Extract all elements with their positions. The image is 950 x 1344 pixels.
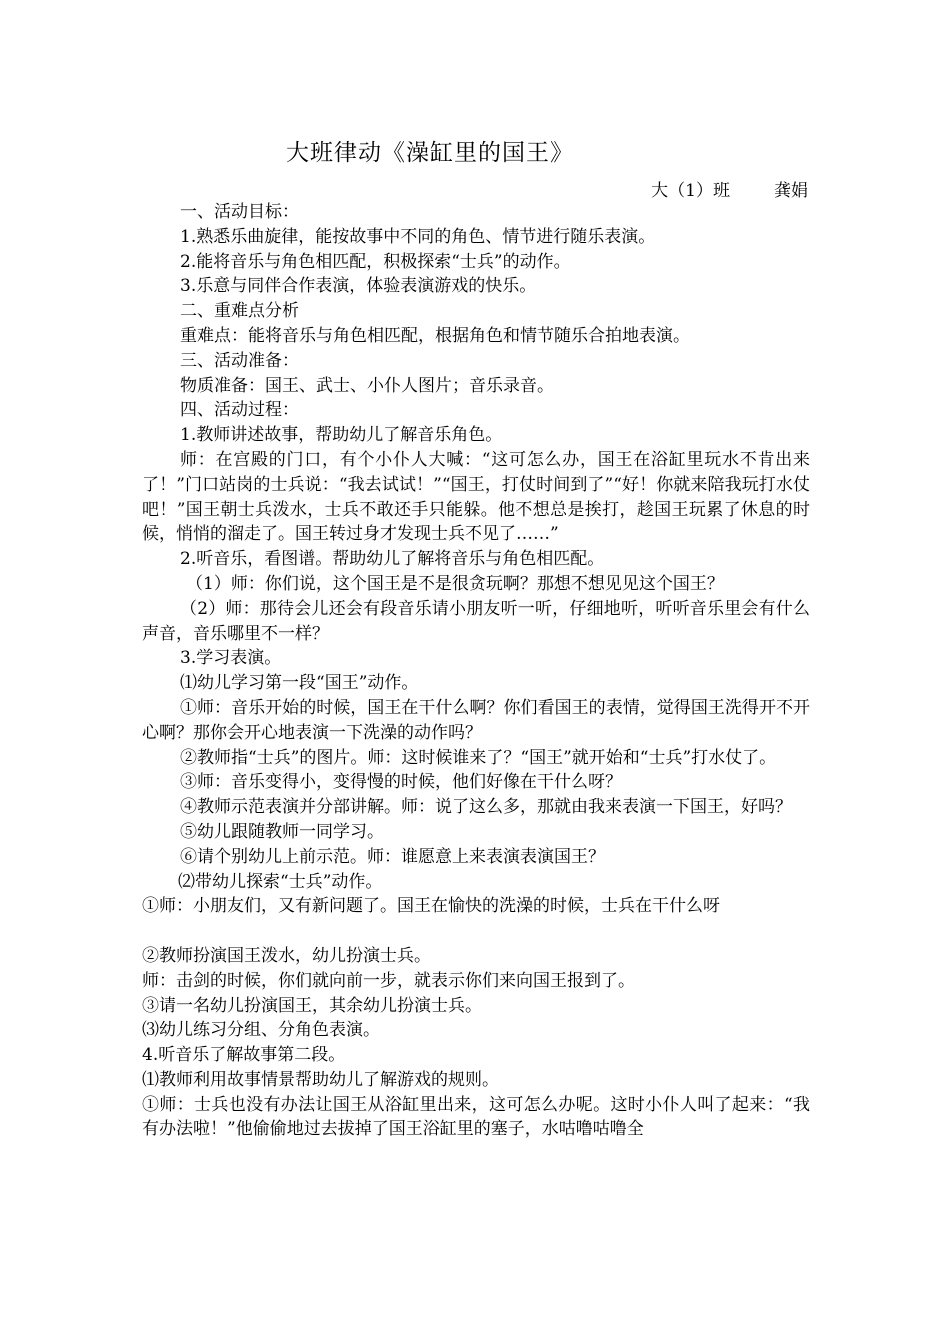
paragraph: ④教师示范表演并分部讲解。师：说了这么多，那就由我来表演一下国王，好吗？ — [180, 797, 792, 818]
byline-class: 大（1）班 — [651, 181, 730, 201]
section-heading: 四、活动过程： — [180, 400, 299, 421]
paragraph: ⑵带幼儿探索“士兵”动作。 — [178, 871, 383, 892]
paragraph: 1.熟悉乐曲旋律，能按故事中不同的角色、情节进行随乐表演。 — [180, 226, 656, 247]
blank-line — [142, 919, 810, 944]
paragraph: ⑴教师利用故事情景帮助幼儿了解游戏的规则。 — [142, 1069, 499, 1090]
paragraph: 物质准备：国王、武士、小仆人图片；音乐录音。 — [180, 375, 554, 396]
paragraph: ①师：音乐开始的时候，国王在干什么啊？你们看国王的表情，觉得国王洗得开不开心啊？那你会开心地表演一下洗澡的动作吗？ — [142, 697, 810, 743]
paragraph: ③师：音乐变得小，变得慢的时候，他们好像在干什么呀？ — [180, 772, 622, 793]
paragraph: 3.学习表演。 — [180, 648, 282, 669]
paragraph: （1）师：你们说，这个国王是不是很贪玩啊？那想不想见见这个国王？ — [186, 573, 724, 594]
paragraph: 2.听音乐，看图谱。帮助幼儿了解将音乐与角色相匹配。 — [180, 549, 605, 570]
paragraph: ⑤幼儿跟随教师一同学习。 — [180, 821, 384, 842]
paragraph: 3.乐意与同伴合作表演，体验表演游戏的快乐。 — [180, 276, 537, 297]
section-heading: 一、活动目标： — [180, 202, 299, 222]
paragraph: 重难点：能将音乐与角色相匹配，根据角色和情节随乐合拍地表演。 — [180, 325, 690, 346]
paragraph: 师：在宫殿的门口，有个小仆人大喊：“这可怎么办，国王在浴缸里玩水不肯出来了！”门口站岗的士兵说：“我去试试！”“国王，打仗时间到了”“好！你就来陪我玩打水仗吧！”国王朝士兵泼水，士兵不敢还手只能躲。他不想总是挨打，趁国王玩累了休息的时候，悄悄的溜走了。国王转过身才发现士兵不见了……” — [142, 449, 810, 545]
paragraph: 4.听音乐了解故事第二段。 — [142, 1045, 346, 1066]
paragraph: ⑶幼儿练习分组、分角色表演。 — [142, 1020, 380, 1041]
paragraph: ⑥请个别幼儿上前示范。师：谁愿意上来表演表演国王？ — [180, 846, 605, 867]
section-heading: 三、活动准备： — [180, 350, 299, 371]
paragraph: ③请一名幼儿扮演国王，其余幼儿扮演士兵。 — [142, 995, 482, 1016]
paragraph: （2）师：那待会儿还会有段音乐请小朋友听一听，仔细地听，听听音乐里会有什么声音，音乐哪里不一样？ — [142, 598, 810, 644]
section-heading: 二、重难点分析 — [180, 301, 299, 322]
paragraph: 师：击剑的时候，你们就向前一步，就表示你们来向国王报到了。 — [142, 970, 635, 991]
paragraph: ⑴幼儿学习第一段“国王”动作。 — [180, 673, 419, 694]
document-title: 大班律动《澡缸里的国王》 — [286, 140, 574, 166]
paragraph: ②教师指“士兵”的图片。师：这时候谁来了？“国王”就开始和“士兵”打水仗了。 — [180, 747, 777, 768]
paragraph: ①师：士兵也没有办法让国王从浴缸里出来，这可怎么办呢。这时小仆人叫了起来：“我有办法啦！”他偷偷地过去拔掉了国王浴缸里的塞子，水咕噜咕噜全 — [142, 1094, 810, 1140]
byline-author: 龚娟 — [774, 181, 808, 201]
paragraph: ①师：小朋友们，又有新问题了。国王在愉快的洗澡的时候，士兵在干什么呀 — [142, 896, 720, 917]
paragraph: 1.教师讲述故事，帮助幼儿了解音乐角色。 — [180, 425, 503, 446]
document-body — [142, 200, 810, 1142]
byline — [651, 176, 808, 201]
paragraph: 2.能将音乐与角色相匹配，积极探索“士兵”的动作。 — [180, 251, 571, 272]
paragraph: ②教师扮演国王泼水，幼儿扮演士兵。 — [142, 945, 431, 966]
